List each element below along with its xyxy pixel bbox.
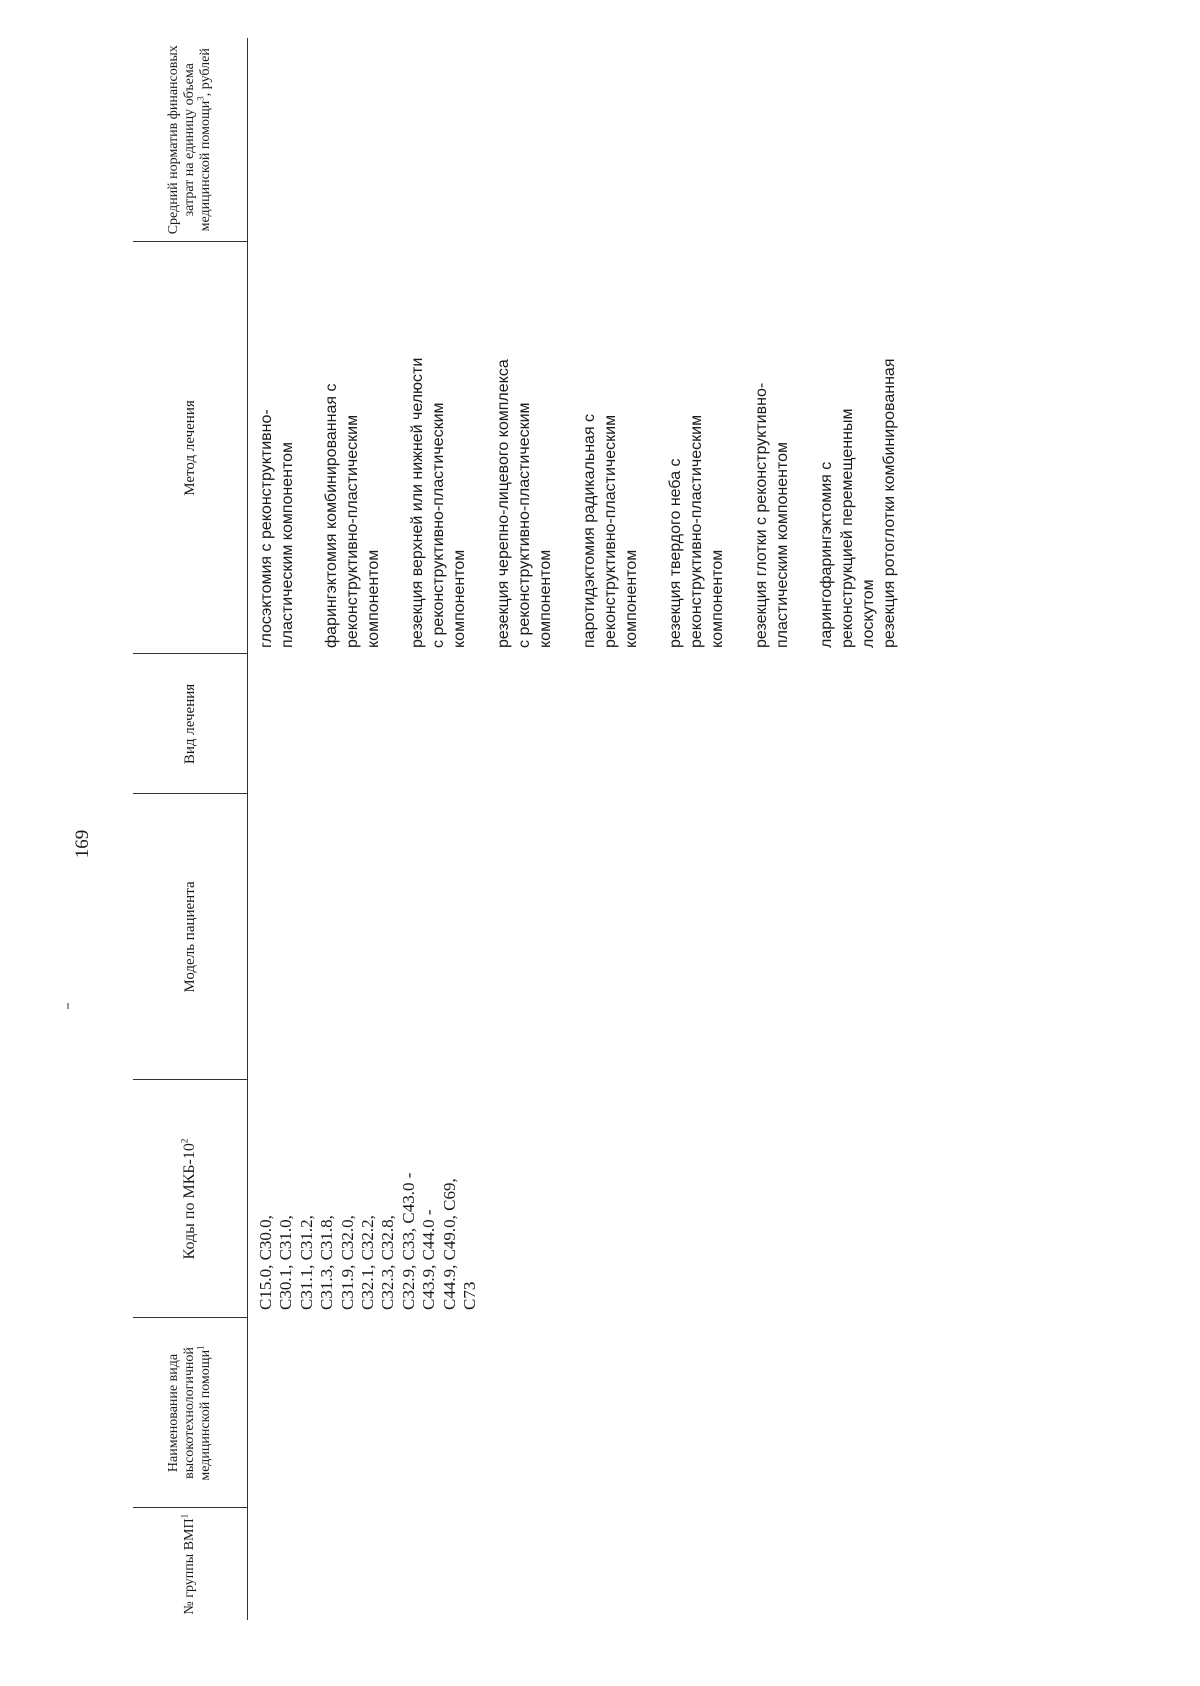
method-item: резекция глотки с реконструктивно- пластическим компонентом	[753, 382, 791, 648]
header-cost-norm: Средний норматив финансовых затрат на единицу объема медицинской помощи$^3$, рублей	[133, 38, 248, 242]
method-item: резекция верхней или нижней челюсти с реконструктивно-пластическим компонентом	[409, 357, 468, 648]
header-icd-codes: Коды по МКБ-$10^2$	[133, 1080, 248, 1318]
header-patient-model: Модель пациента	[133, 794, 248, 1080]
method-item: резекция черепно-лицевого комплекса с реконструктивно-пластическим компонентом	[495, 359, 554, 648]
icd-code-line: C31.3, C31.8,	[317, 1215, 337, 1310]
icd-code-line: C15.0, C30.0,	[256, 1215, 275, 1310]
cell-treatment-methods	[248, 242, 1157, 654]
cell-cost-norm	[248, 38, 1157, 242]
table-header-row	[133, 38, 248, 1620]
icd-code-line: C30.1, C31.0,	[276, 1215, 296, 1310]
page-number: 169	[72, 829, 93, 859]
icd-code-line: C44.9, C49.0, C69,	[439, 1178, 459, 1310]
cell-patient-model	[248, 794, 1157, 1080]
header-vmp-name: Наименование вида высокотехнологичной медицинской помощи$^1$	[133, 1318, 248, 1508]
header-treatment-method: Метод лечения	[133, 242, 248, 654]
header-group-no: № группы ВМП$^1$	[133, 1508, 248, 1620]
icd-code-line: C32.9, C33, C43.0 -	[398, 1172, 418, 1310]
method-item: ларингофарингэктомия с реконструкцией перемещенным лоскутом	[818, 408, 877, 648]
scan-artifact	[67, 1003, 69, 1009]
icd-code-line: C32.1, C32.2,	[358, 1215, 378, 1310]
cell-icd-codes	[248, 1080, 1157, 1318]
cell-vmp-name	[248, 1318, 1157, 1508]
vmp-table	[133, 38, 1156, 1620]
method-item: резекция твердого неба с реконструктивно-пластическим компонентом	[667, 414, 726, 648]
icd-code-line: C32.3, C32.8,	[378, 1215, 398, 1310]
vmp-table-rotated	[133, 38, 1195, 1620]
icd-code-line: C31.9, C32.0,	[337, 1215, 357, 1310]
icd-code-line: C31.1, C31.2,	[296, 1215, 316, 1310]
method-item: паротидэктомия радикальная с реконструктивно-пластическим компонентом	[581, 413, 640, 648]
table-row	[248, 38, 1157, 1620]
method-item: резекция ротоглотки комбинированная	[881, 358, 898, 648]
icd-code-line: C43.9, C44.0 -	[419, 1209, 439, 1310]
method-item: глосэктомия с реконструктивно- пластическим компонентом	[258, 409, 296, 648]
cell-group-no	[248, 1508, 1157, 1620]
icd-code-line: C73	[460, 1281, 480, 1310]
header-treatment-type: Вид лечения	[133, 654, 248, 794]
method-item: фарингэктомия комбинированная с реконструктивно-пластическим компонентом	[323, 383, 382, 648]
cell-treatment-type	[248, 654, 1157, 794]
